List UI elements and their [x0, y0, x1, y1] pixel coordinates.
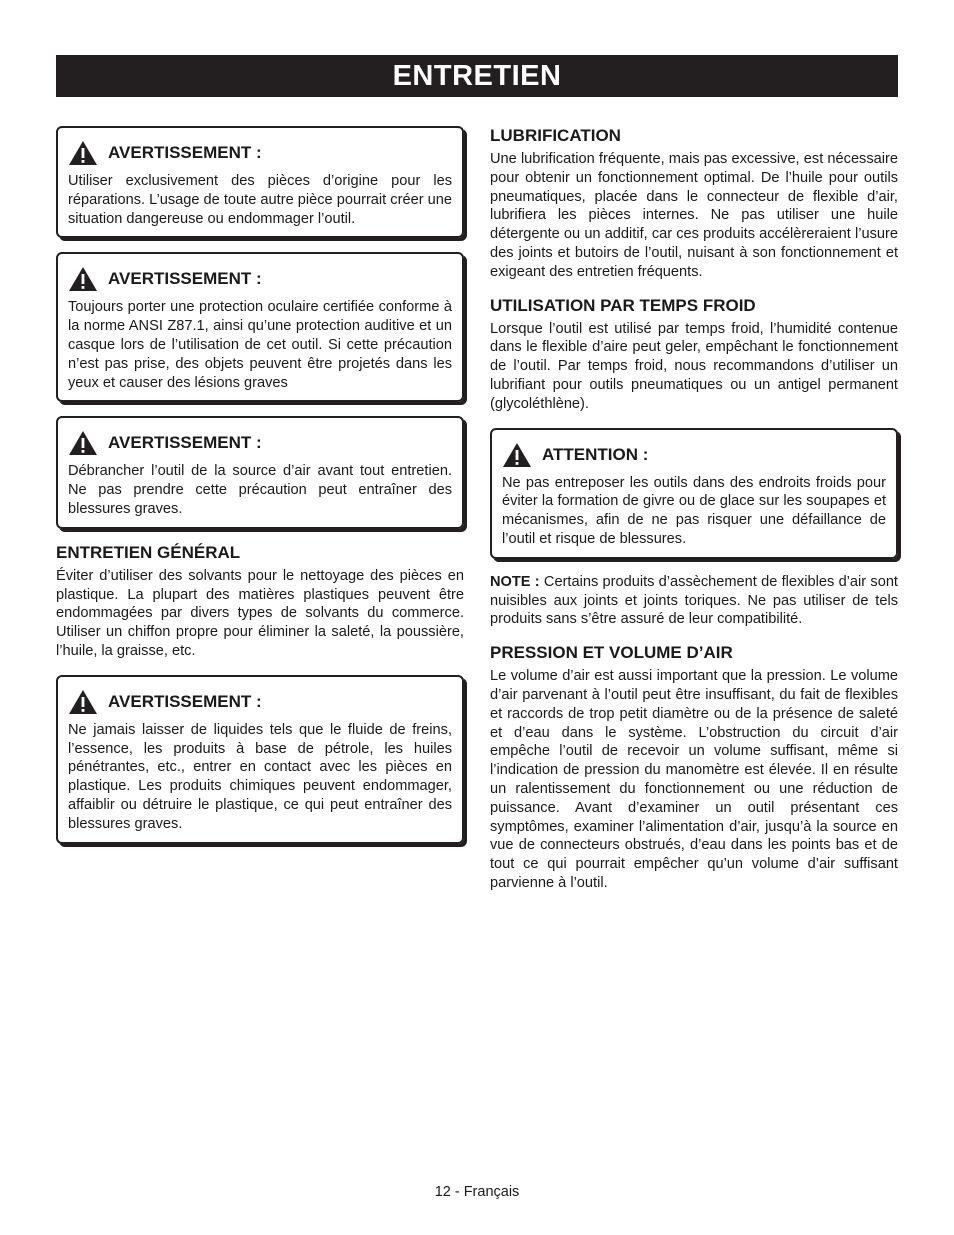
warning-text: Utiliser exclusivement des pièces d’origine pour les réparations. L’usage de toute autre pièce pourrait créer une situation dangereuse ou endommager l’outil. [68, 173, 452, 227]
section-text: Lorsque l’outil est utilisé par temps froid, l’humidité contenue dans le flexible d’aire peut geler, empêchant le fonctionnement de l’outil. Par temps froid, nous recommandons d’utiliser un lubrifiant pour outils pneumatiques ou un antigel permanent (glycoléthlène). [490, 320, 898, 412]
section-heading: ENTRETIEN GÉNÉRAL [56, 542, 241, 562]
warning-triangle-icon [502, 442, 532, 468]
warning-title: AVERTISSEMENT : [108, 143, 262, 162]
section-heading: PRESSION ET VOLUME D’AIR [490, 643, 733, 663]
warning-box-original-parts [56, 126, 464, 238]
warning-text: Toujours porter une protection oculaire certifiée conforme à la norme ANSI Z87.1, ainsi qu’une protection auditive et un casque lors de l’utilisation de cet outil. Si cette précaution n’est pas prise, des objets peuvent être projetés dans les yeux et causer des lésions graves [68, 299, 452, 391]
section-air-pressure [490, 643, 898, 893]
warning-triangle-icon [68, 266, 98, 292]
warning-triangle-icon [68, 140, 98, 166]
warning-box-liquids [56, 675, 464, 844]
section-text: Une lubrification fréquente, mais pas excessive, est nécessaire pour obtenir un fonctionnement optimal. De l’huile pour outils pneumatiques, placée dans le connecteur de flexible d’air, lubrifiera les pièces internes. Ne pas utiliser une huile détergente ou un additif, car ces produits accélèreraient l’usure des joints et butoirs de l’outil, nuisant à son fonctionnement et exigeant des entretien fréquents. [490, 151, 898, 280]
note-text: Certains produits d’assèchement de flexibles d’air sont nuisibles aux joints et joints toriques. Ne pas utiliser de tels produits sans s’être assuré de leur compatibilité. [490, 573, 898, 628]
section-text: Le volume d’air est aussi important que la pression. Le volume d’air parvenant à l’outil peut être insuffisant, du fait de flexibles et raccords de trop petit diamètre ou de la présence de saleté et d’eau dans le système. L’obstruction du circuit d’air empêche l’outil de recevoir un volume suffisant, même si l’indication de pression du manomètre est élevée. Il en résulte un ralentissement du fonctionnement ou une réduction de puissance. Avant d’examiner un outil présentant ces symptômes, examiner l’alimentation d’air, jusqu’à la source en vue de connecteurs obstrués, d’eau dans les points bas et de tout ce qui pourrait empêcher qu’un volume d’air suffisant parvienne à l’outil. [490, 668, 898, 891]
warning-title: AVERTISSEMENT : [108, 269, 262, 289]
section-text: Éviter d’utiliser des solvants pour le nettoyage des pièces en plastique. La plupart des matières plastiques peuvent être endommagées par divers types de solvants du commerce. Utiliser un chiffon propre pour éliminer la saleté, la poussière, l’huile, la graisse, etc. [56, 567, 464, 659]
right-column [490, 126, 898, 907]
warning-box-disconnect-air [56, 416, 464, 528]
warning-title: AVERTISSEMENT : [108, 691, 262, 711]
warning-triangle-icon [68, 430, 98, 456]
note-paragraph [490, 573, 898, 629]
section-general-maintenance [56, 543, 464, 661]
attention-text: Ne pas entreposer les outils dans des endroits froids pour éviter la formation de givre ou de glace sur les soupapes et mécanismes, afin de ne pas risquer une défaillance de l’outil et risque de blessures. [502, 474, 886, 547]
section-lubrification [490, 126, 898, 282]
section-heading: LUBRIFICATION [490, 126, 621, 145]
attention-title: ATTENTION : [542, 444, 649, 464]
section-heading: UTILISATION PAR TEMPS FROID [490, 295, 756, 315]
page-footer: 12 - Français [434, 1184, 520, 1200]
warning-title: AVERTISSEMENT : [108, 433, 262, 453]
attention-box [490, 428, 898, 559]
warning-text: Ne jamais laisser de liquides tels que le fluide de freins, l’essence, les produits à base de pétrole, les huiles pénétrantes, etc., entrer en contact avec les pièces en plastique. Les produits chimiques peuvent endommager, affaiblir ou détruire le plastique, ce qui peut entraîner des blessures graves. [68, 721, 452, 832]
note-label: NOTE : [490, 573, 540, 590]
warning-triangle-icon [68, 689, 98, 715]
section-cold-weather [490, 296, 898, 414]
page-title: ENTRETIEN [56, 55, 898, 97]
warning-text: Débrancher l’outil de la source d’air avant tout entretien. Ne pas prendre cette précaution peut entraîner des blessures graves. [68, 463, 452, 517]
left-column [56, 126, 464, 858]
warning-box-eye-protection [56, 252, 464, 402]
